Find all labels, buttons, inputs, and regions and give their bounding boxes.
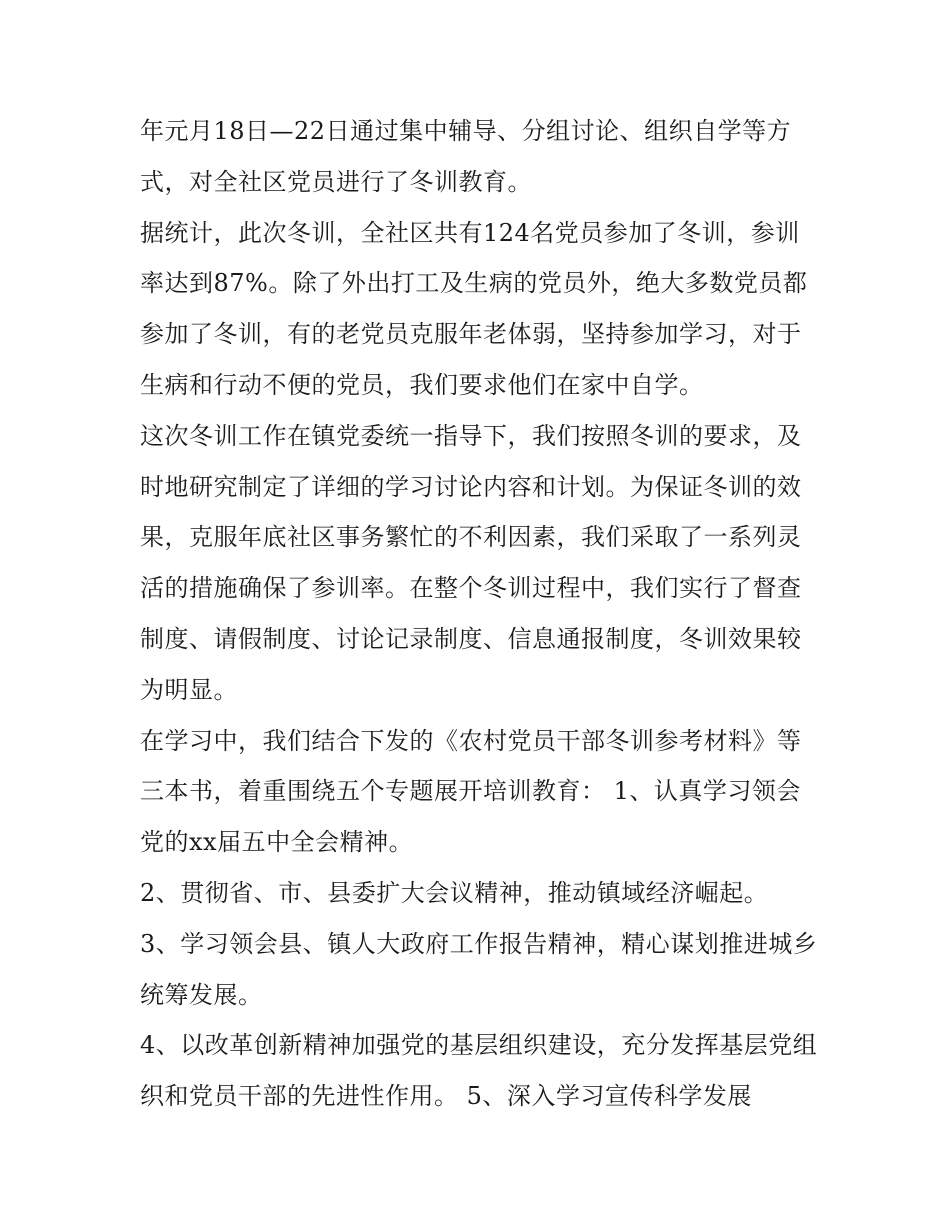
paragraph-participation-stats: 据统计，此次冬训，全社区共有124名党员参加了冬训，参训率达到87%。除了外出打工及生病的党员外，绝大多数党员都参加了冬训，有的老党员克服年老体弱，坚持参加学习，对于生病和行动不便的党员，我们要求他们在家中自学。 xyxy=(140,218,808,399)
paragraph-organization-measures: 这次冬训工作在镇党委统一指导下，我们按照冬训的要求，及时地研究制定了详细的学习讨论内容和计划。为保证冬训的效果，克服年底社区事务繁忙的不利因素，我们采取了一系列灵活的措施确保了参训率。在整个冬训过程中，我们实行了督查制度、请假制度、讨论记录制度、信息通报制度，冬训效果较为明显。 xyxy=(140,421,802,704)
paragraph-topic-3: 3、学习领会县、镇人大政府工作报告精神，精心谋划推进城乡统筹发展。 xyxy=(140,929,818,1009)
document-body xyxy=(140,106,820,1122)
paragraph-topic-4-5: 4、以改革创新精神加强党的基层组织建设，充分发挥基层党组织和党员干部的先进性作用。 5、深入学习宣传科学发展 xyxy=(140,1031,818,1111)
paragraph-study-topics: 在学习中，我们结合下发的《农村党员干部冬训参考材料》等三本书，着重围绕五个专题展开培训教育： 1、认真学习领会党的xx届五中全会精神。 xyxy=(140,726,802,857)
paragraph-winter-training-intro: 年元月18日—22日通过集中辅导、分组讨论、组织自学等方式，对全社区党员进行了冬训教育。 xyxy=(140,117,792,196)
paragraph-topic-2: 2、贯彻省、市、县委扩大会议精神，推动镇域经济崛起。 xyxy=(140,878,769,907)
